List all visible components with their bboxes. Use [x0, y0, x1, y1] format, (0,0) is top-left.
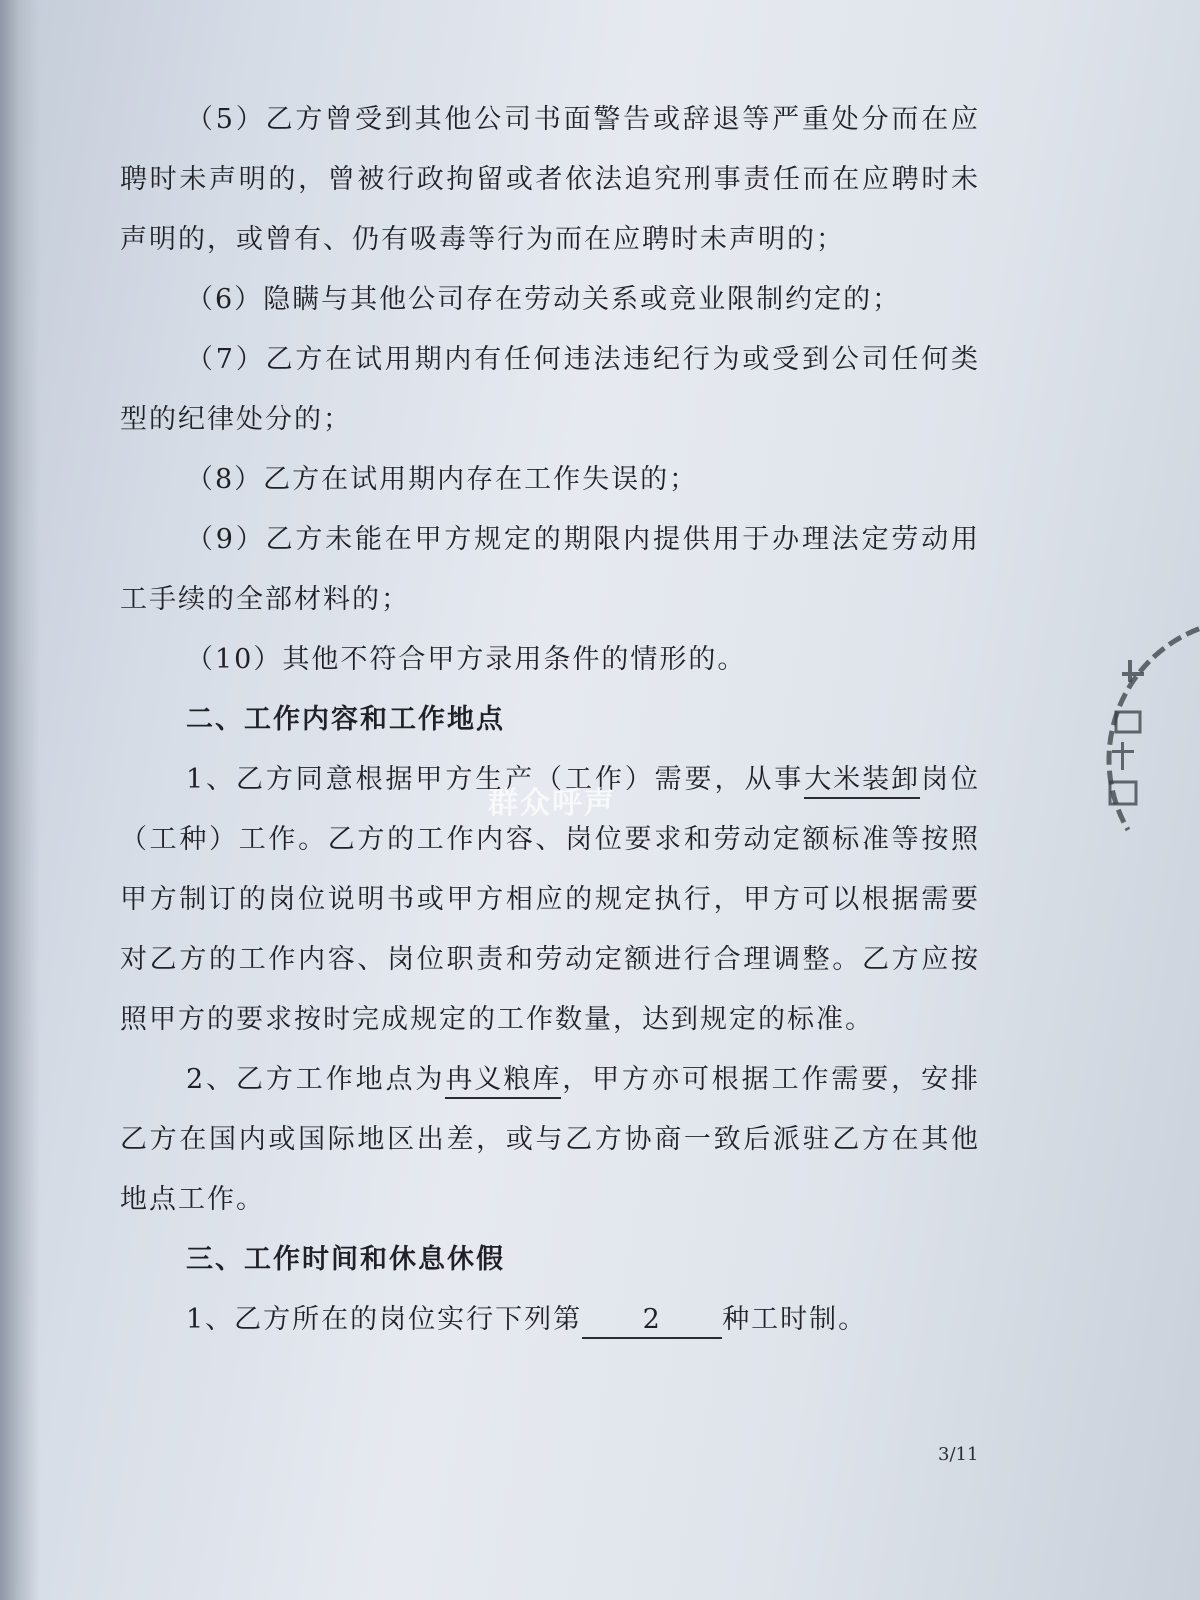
- section-3-item-1: [120, 1290, 980, 1350]
- item-text: 2、乙方工作地点为: [186, 1064, 446, 1095]
- section-2-item-1: [120, 750, 980, 1050]
- item-text: 种工时制。: [722, 1304, 868, 1335]
- section-2-item-2: [120, 1050, 980, 1230]
- item-text: 1、乙方所在的岗位实行下列第: [186, 1304, 583, 1335]
- official-seal-icon: [1088, 600, 1200, 900]
- section-2-heading: 二、工作内容和工作地点: [186, 704, 505, 735]
- work-location-field: 冉义粮库: [445, 1063, 561, 1099]
- watermark: 群众呼声: [488, 786, 616, 821]
- working-hours-system-field: 2: [582, 1303, 722, 1339]
- item-text: 岗位（工种）工作。乙方的工作内容、岗位要求和劳动定额标准等按照甲方制订的岗位说明书或甲方相应的规定执行，甲方可以根据需要对乙方的工作内容、岗位职责和劳动定额进行合理调整。乙方应按照甲方的要求按时完成规定的工作数量，达到规定的标准。: [120, 764, 980, 1035]
- item-text: ，甲方亦可根据工作需要，安排乙方在国内或国际地区出差，或与乙方协商一致后派驻乙方在其他地点工作。: [120, 1064, 980, 1215]
- job-position-field: 大米装卸: [804, 763, 920, 799]
- clause-8: （8）乙方在试用期内存在工作失误的；: [186, 464, 699, 495]
- section-3-heading: 三、工作时间和休息休假: [186, 1244, 505, 1275]
- clause-6: （6）隐瞒与其他公司存在劳动关系或竞业限制约定的；: [186, 284, 902, 315]
- clause-10: （10）其他不符合甲方录用条件的情形的。: [186, 644, 747, 675]
- page-number: 3/11: [938, 1444, 979, 1465]
- page-edge-shadow: [0, 0, 40, 1600]
- contract-body: [120, 90, 980, 1350]
- clause-7: （7）乙方在试用期内有任何违法违纪行为或受到公司任何类型的纪律处分的；: [120, 344, 980, 435]
- clause-5: （5）乙方曾受到其他公司书面警告或辞退等严重处分而在应聘时未声明的，曾被行政拘留或者依法追究刑事责任而在应聘时未声明的，或曾有、仍有吸毒等行为而在应聘时未声明的；: [120, 104, 980, 255]
- clause-9: （9）乙方未能在甲方规定的期限内提供用于办理法定劳动用工手续的全部材料的；: [120, 524, 980, 615]
- item-text: 1、乙方同意根据甲方生产（工作）需要，从事: [186, 764, 805, 795]
